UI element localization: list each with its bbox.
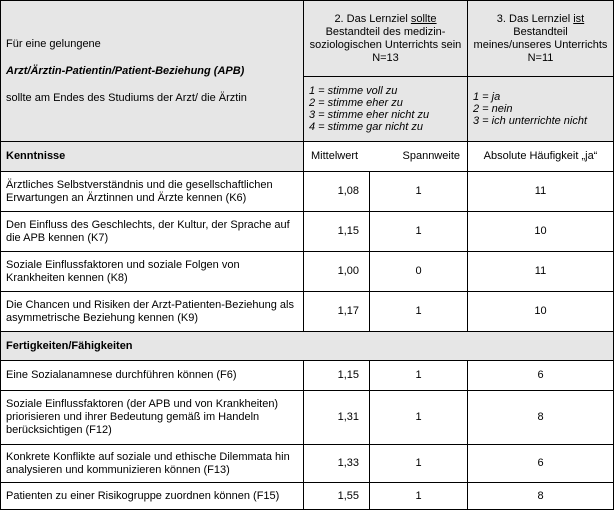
scale-item: 2 = stimme eher zu	[309, 97, 403, 109]
row-abs: 8	[468, 483, 614, 510]
row-label: Konkrete Konflikte auf soziale und ethische Dilemmata hin analysieren und kommunizieren können (F13)	[1, 445, 304, 483]
row-abs: 6	[468, 361, 614, 391]
row-label: Eine Sozialanamnese durchführen können (F6)	[1, 361, 304, 391]
col2-title-pre: 2. Das Lernziel	[334, 12, 411, 25]
col2-title	[309, 13, 462, 52]
scale-item: 1 = stimme voll zu	[309, 85, 398, 97]
col2-title-underlined: sollte	[410, 12, 437, 25]
table-row	[1, 361, 614, 391]
row-label: Soziale Einflussfaktoren und soziale Folgen von Krankheiten kennen (K8)	[1, 252, 304, 292]
scale-item: 2 = nein	[473, 103, 513, 115]
row-mean: 1,33	[304, 445, 370, 483]
col2-header	[304, 1, 468, 77]
subheader-range: Spannweite	[402, 150, 460, 162]
row-label: Patienten zu einer Risikogruppe zuordnen können (F15)	[1, 483, 304, 510]
table-row	[1, 483, 614, 510]
col2-n: N=13	[372, 51, 399, 64]
subheader-mean: Mittelwert	[311, 150, 359, 162]
col3-header	[468, 1, 614, 77]
col2-title-post: Bestandteil des medizin-soziologischen Unterrichts sein	[309, 25, 462, 51]
row-range: 0	[370, 252, 468, 292]
scale-item: 3 = ich unterrichte nicht	[473, 115, 588, 127]
col3-title-underlined: ist	[573, 12, 585, 25]
table-row	[1, 292, 614, 332]
col3-scale	[468, 77, 614, 142]
section-title-kenntnisse: Kenntnisse	[1, 142, 304, 172]
row-label: Die Chancen und Risiken der Arzt-Patienten-Beziehung als asymmetrische Beziehung kennen (K9)	[1, 292, 304, 332]
col3-title-post: Bestandteil meines/unseres Unterrichts	[473, 25, 608, 51]
col2-scale	[304, 77, 468, 142]
row-mean: 1,31	[304, 391, 370, 445]
row-abs: 8	[468, 391, 614, 445]
table-row	[1, 212, 614, 252]
row-range: 1	[370, 172, 468, 212]
row-abs: 10	[468, 292, 614, 332]
table-row	[1, 391, 614, 445]
subheader-mean-range	[304, 142, 468, 172]
intro-line-3: sollte am Endes des Studiums der Arzt/ die Ärztin	[6, 91, 247, 104]
row-range: 1	[370, 483, 468, 510]
row-range: 1	[370, 361, 468, 391]
row-mean: 1,15	[304, 361, 370, 391]
row-mean: 1,15	[304, 212, 370, 252]
row-label: Soziale Einflussfaktoren (der APB und von Krankheiten) priorisieren und ihrer Bedeutung gemäß im Handeln berücksichtigen (F12)	[1, 391, 304, 445]
row-mean: 1,08	[304, 172, 370, 212]
table-row	[1, 172, 614, 212]
col3-title	[473, 13, 608, 52]
row-range: 1	[370, 292, 468, 332]
table-row	[1, 445, 614, 483]
subheader-abs: Absolute Häufigkeit „ja“	[468, 142, 614, 172]
row-mean: 1,00	[304, 252, 370, 292]
row-label: Den Einfluss des Geschlechts, der Kultur, der Sprache auf die APB kennen (K7)	[1, 212, 304, 252]
scale-item: 1 = ja	[473, 91, 501, 103]
col3-title-pre: 3. Das Lernziel	[496, 12, 574, 25]
table-row	[1, 252, 614, 292]
row-range: 1	[370, 391, 468, 445]
row-range: 1	[370, 445, 468, 483]
row-abs: 10	[468, 212, 614, 252]
intro-line-1: Für eine gelungene	[6, 37, 101, 50]
intro-line-2: Arzt/Ärztin-Patientin/Patient-Beziehung (APB)	[6, 64, 245, 77]
row-abs: 11	[468, 172, 614, 212]
row-label: Ärztliches Selbstverständnis und die gesellschaftlichen Erwartungen an Ärztinnen und Ärzte kennen (K6)	[1, 172, 304, 212]
row-range: 1	[370, 212, 468, 252]
row-abs: 6	[468, 445, 614, 483]
scale-item: 4 = stimme gar nicht zu	[309, 121, 424, 133]
scale-item: 3 = stimme eher nicht zu	[309, 109, 430, 121]
intro-cell	[1, 1, 304, 142]
row-abs: 11	[468, 252, 614, 292]
col3-n: N=11	[527, 51, 554, 64]
section-title-fertigkeiten: Fertigkeiten/Fähigkeiten	[1, 332, 614, 361]
row-mean: 1,17	[304, 292, 370, 332]
row-mean: 1,55	[304, 483, 370, 510]
